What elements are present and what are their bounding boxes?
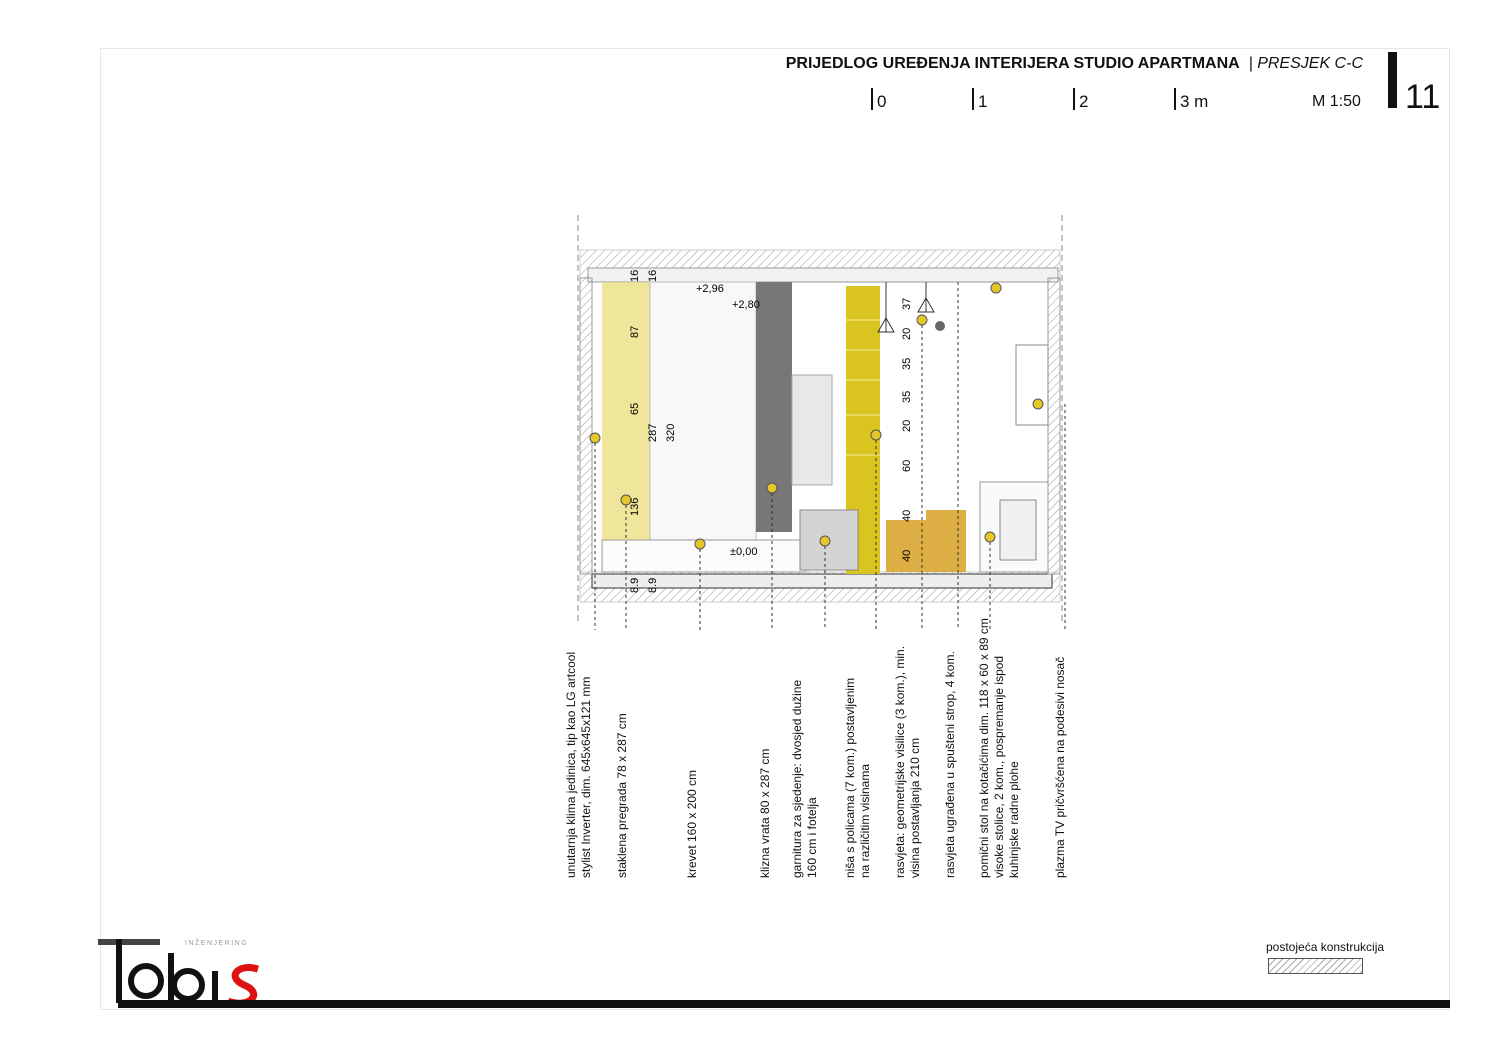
pendant-lamp-3 — [935, 321, 945, 331]
marker-7 — [917, 315, 927, 325]
marker-5 — [820, 536, 830, 546]
section-drawing — [560, 210, 1080, 630]
callout-recessed-lights: rasvjeta ugrađena u spušteni strop, 4 kom. — [943, 651, 957, 878]
legend-hatch-swatch — [1268, 958, 1363, 974]
legend-label: postojeća konstrukcija — [1266, 940, 1385, 954]
logo-subtitle: INŽENJERING — [185, 940, 249, 947]
bottom-border-bar — [118, 1000, 1450, 1008]
marker-4 — [767, 483, 777, 493]
scale-tick-2: 2 — [1073, 88, 1088, 112]
dim-20a: 20 — [901, 327, 913, 340]
chair-1 — [886, 520, 926, 572]
marker-3 — [695, 539, 705, 549]
level-top: +2,96 — [696, 283, 724, 295]
dim-40a: 40 — [901, 509, 913, 522]
marker-8 — [991, 283, 1001, 293]
dim-60: 60 — [901, 459, 913, 472]
callout-glass-partition: staklena pregrada 78 x 287 cm — [615, 713, 629, 878]
sheet-title — [786, 55, 1363, 73]
dim-35a: 35 — [901, 357, 913, 370]
dim-87: 87 — [629, 325, 641, 338]
callout-air-conditioner: unutarnja klima jedinica, tip kao LG artcool stylist Inverter, dim. 645x645x121 mm — [564, 651, 593, 878]
dim-16b: 16 — [647, 269, 659, 282]
window — [792, 375, 832, 485]
marker-6 — [871, 430, 881, 440]
callout-bed: krevet 160 x 200 cm — [685, 769, 699, 878]
page-marker-bar — [1388, 52, 1397, 108]
chair-2 — [926, 510, 966, 572]
page-number: 11 — [1405, 78, 1441, 116]
marker-10 — [1033, 399, 1043, 409]
dim-65: 65 — [629, 402, 641, 415]
dim-37: 37 — [901, 297, 913, 310]
callout-table-stools: pomični stol na kotačićima dim. 118 x 60 x 89 cm visoke stolice, 2 kom., pospremanje ispod kuhinjske radne plohe — [977, 618, 1021, 878]
callout-sliding-door: klizna vrata 80 x 287 cm — [758, 748, 772, 878]
floor-finish — [592, 574, 1052, 588]
callout-pendant-lights: rasvjeta: geometrijske visilice (3 kom.), min. visina postavljanja 210 cm — [893, 645, 922, 878]
right-wall — [1048, 278, 1060, 574]
dim-320: 320 — [665, 423, 677, 442]
dim-16a: 16 — [629, 269, 641, 282]
project-title: PRIJEDLOG UREĐENJA INTERIJERA STUDIO APARTMANA — [785, 55, 1240, 72]
callout-seating: garnitura za sjedenje: dvosjed dužine 160 cm i fotelja — [790, 679, 819, 878]
scale-ratio: M 1:50 — [1312, 93, 1361, 110]
marker-1 — [590, 433, 600, 443]
callout-shelf-niche: niša s policama (7 kom.) postavljenim na različitim visinama — [843, 677, 872, 878]
scale-tick-0: 0 — [871, 88, 886, 112]
dim-89b: 8.9 — [647, 577, 659, 593]
dim-136: 136 — [629, 497, 641, 516]
section-label: | PRESJEK C-C — [1248, 55, 1363, 72]
marker-9 — [985, 532, 995, 542]
dim-35b: 35 — [901, 390, 913, 403]
level-floor: ±0,00 — [730, 546, 758, 558]
dim-20b: 20 — [901, 419, 913, 432]
plasma-tv — [1016, 345, 1048, 425]
level-ceiling: +2,80 — [732, 299, 760, 311]
callout-tv: plazma TV pričvršćena na podesivi nosač — [1053, 656, 1067, 878]
dim-89a: 8.9 — [629, 577, 641, 593]
bar-stool — [1000, 500, 1036, 560]
sliding-door — [756, 282, 792, 532]
scale-tick-3: 3 m — [1174, 88, 1208, 112]
dim-287: 287 — [647, 423, 659, 442]
glass-partition — [602, 282, 650, 572]
scale-tick-1: 1 — [972, 88, 987, 112]
dim-40b: 40 — [901, 549, 913, 562]
left-wall — [580, 278, 592, 574]
